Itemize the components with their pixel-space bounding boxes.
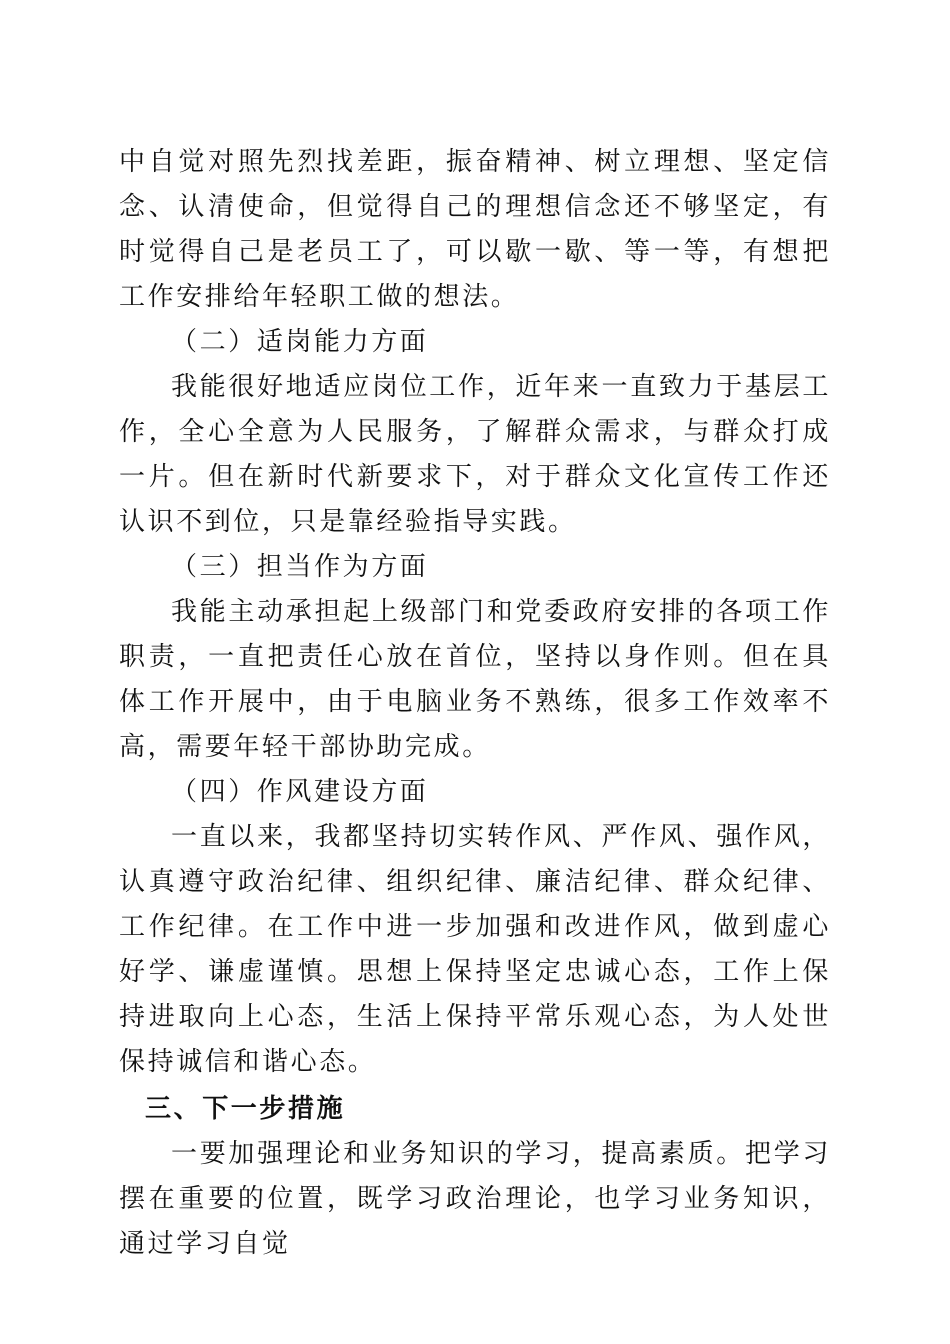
subheading-work-style: （四）作风建设方面 <box>171 777 429 807</box>
section-heading-next-steps: 三、下一步措施 <box>145 1094 346 1124</box>
body-paragraph-next-steps: 一要加强理论和业务知识的学习，提高素质。把学习摆在重要的位置，既学习政治理论，也学习业务知识，通过学习自觉 <box>119 1139 831 1259</box>
body-paragraph-continued: 中自觉对照先烈找差距，振奋精神、树立理想、坚定信念、认清使命，但觉得自己的理想信念还不够坚定，有时觉得自己是老员工了，可以歇一歇、等一等，有想把工作安排给年轻职工做的想法。 <box>119 147 831 312</box>
body-paragraph-job-adaptability: 我能很好地适应岗位工作，近年来一直致力于基层工作，全心全意为人民服务，了解群众需求，与群众打成一片。但在新时代新要求下，对于群众文化宣传工作还认识不到位，只是靠经验指导实践。 <box>119 372 831 537</box>
body-paragraph-responsibility: 我能主动承担起上级部门和党委政府安排的各项工作职责，一直把责任心放在首位，坚持以身作则。但在具体工作开展中，由于电脑业务不熟练，很多工作效率不高，需要年轻干部协助完成。 <box>119 597 831 762</box>
subheading-responsibility: （三）担当作为方面 <box>171 552 429 582</box>
document-body <box>119 140 831 1267</box>
body-paragraph-work-style: 一直以来，我都坚持切实转作风、严作风、强作风，认真遵守政治纪律、组织纪律、廉洁纪律、群众纪律、工作纪律。在工作中进一步加强和改进作风，做到虚心好学、谦虚谨慎。思想上保持坚定忠诚心态，工作上保持进取向上心态，生活上保持平常乐观心态，为人处世保持诚信和谐心态。 <box>119 822 831 1077</box>
subheading-job-adaptability: （二）适岗能力方面 <box>171 327 429 357</box>
